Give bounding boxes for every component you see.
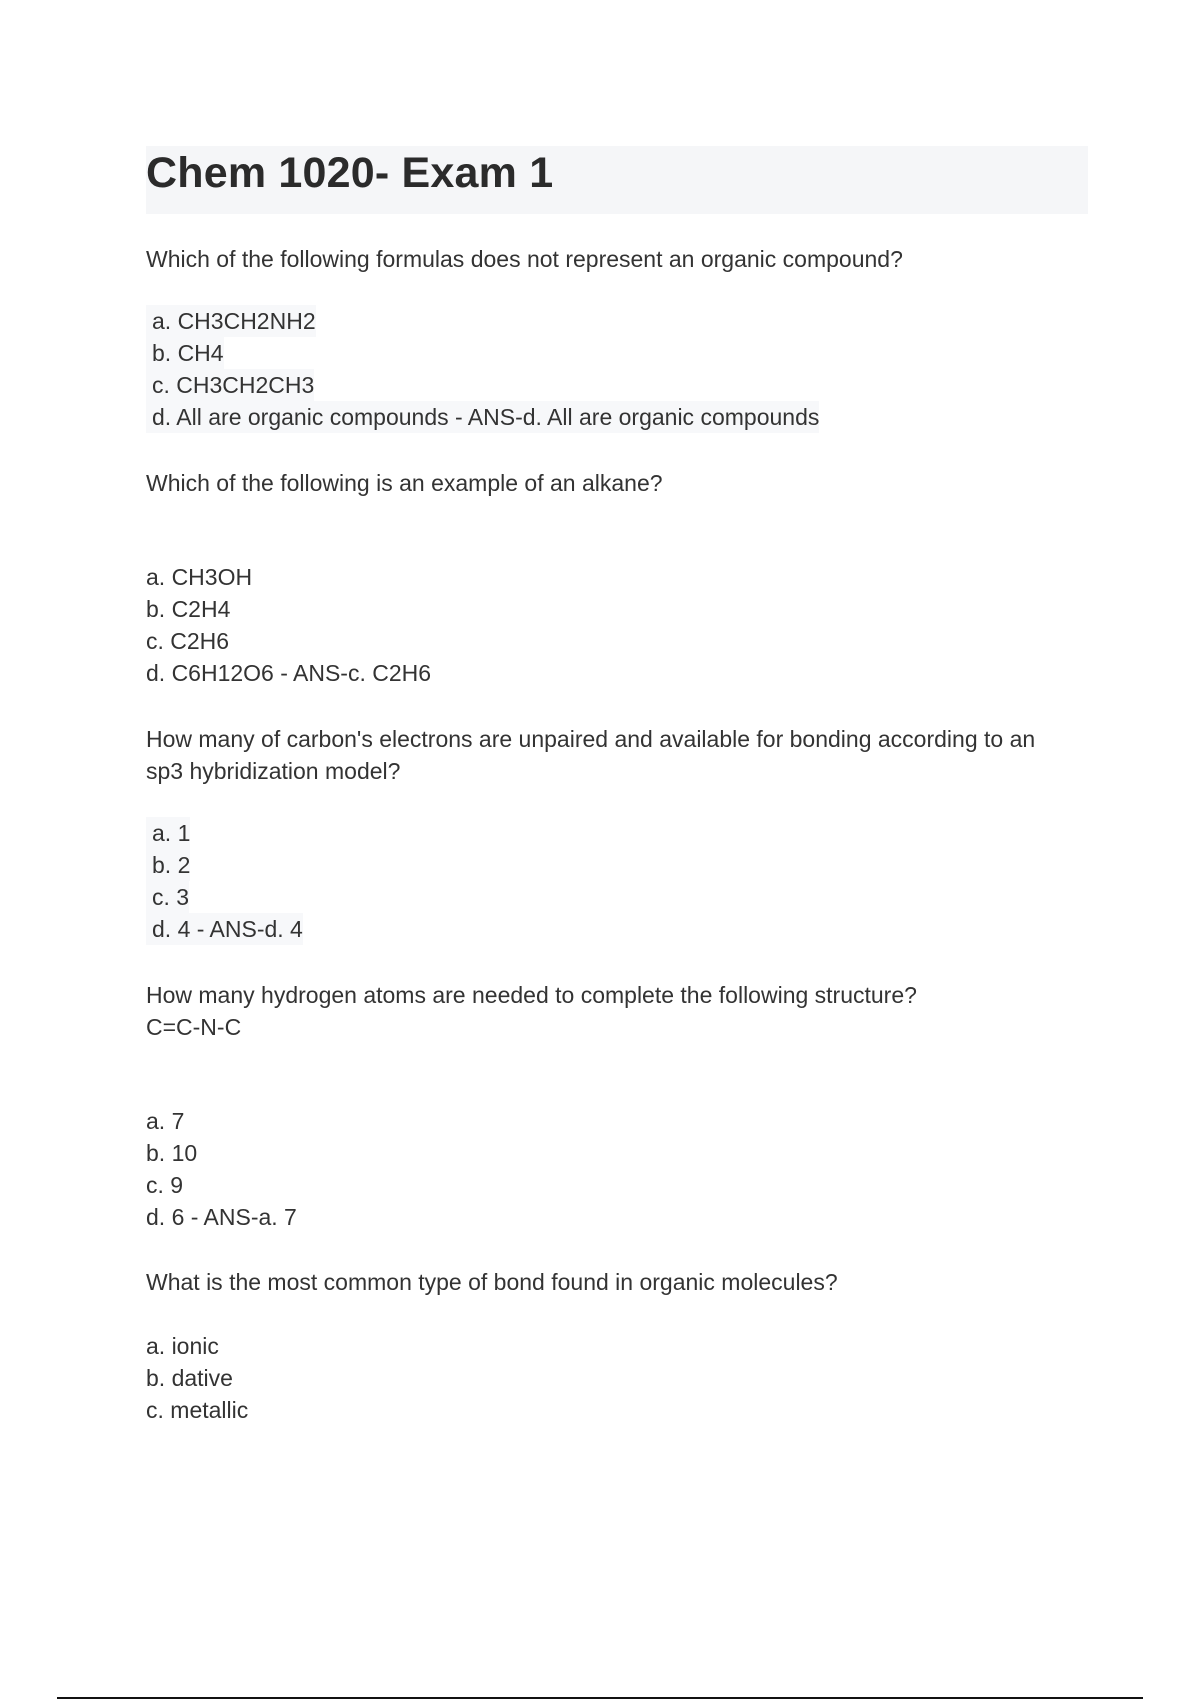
option-item: a. ionic [146,1333,219,1359]
option-item: b. C2H4 [146,596,231,622]
question-line: What is the most common type of bond found in organic molecules? [146,1269,838,1295]
option-item: a. CH3CH2NH2 [146,305,316,337]
page-title: Chem 1020- Exam 1 [146,149,554,197]
question-line: Which of the following is an example of an alkane? [146,470,663,496]
question-line: C=C-N-C [146,1014,242,1040]
question-2-options [146,561,431,689]
option-item: a. 1 [146,817,190,849]
question-line: sp3 hybridization model? [146,758,401,784]
question-1-options [146,305,819,433]
footer-divider [57,1697,1143,1699]
option-item: c. 9 [146,1172,184,1198]
question-line: How many of carbon's electrons are unpaired and available for bonding according to an [146,726,1036,752]
option-item: c. metallic [146,1397,249,1423]
question-4-text [146,979,1096,1043]
question-3-text [146,723,1096,787]
question-5-options [146,1330,248,1426]
option-item: c. CH3CH2CH3 [146,369,314,401]
option-item: d. All are organic compounds - ANS-d. All are organic compounds [146,401,819,433]
option-item: d. 6 - ANS-a. 7 [146,1204,297,1230]
option-item: d. 4 - ANS-d. 4 [146,913,303,945]
option-item: c. C2H6 [146,628,230,654]
question-line: Which of the following formulas does not represent an organic compound? [146,246,903,272]
option-item: b. 2 [146,849,190,881]
question-4-options [146,1105,297,1233]
question-1-text [146,243,1096,275]
option-item: b. 10 [146,1140,198,1166]
option-item: b. CH4 [146,337,224,369]
question-5-text [146,1266,1096,1298]
option-item: d. C6H12O6 - ANS-c. C2H6 [146,660,432,686]
option-item: a. 7 [146,1108,185,1134]
question-line: How many hydrogen atoms are needed to complete the following structure? [146,982,917,1008]
option-item: c. 3 [146,881,189,913]
question-3-options [146,817,303,945]
question-2-text [146,467,1096,499]
option-item: b. dative [146,1365,233,1391]
option-item: a. CH3OH [146,564,253,590]
